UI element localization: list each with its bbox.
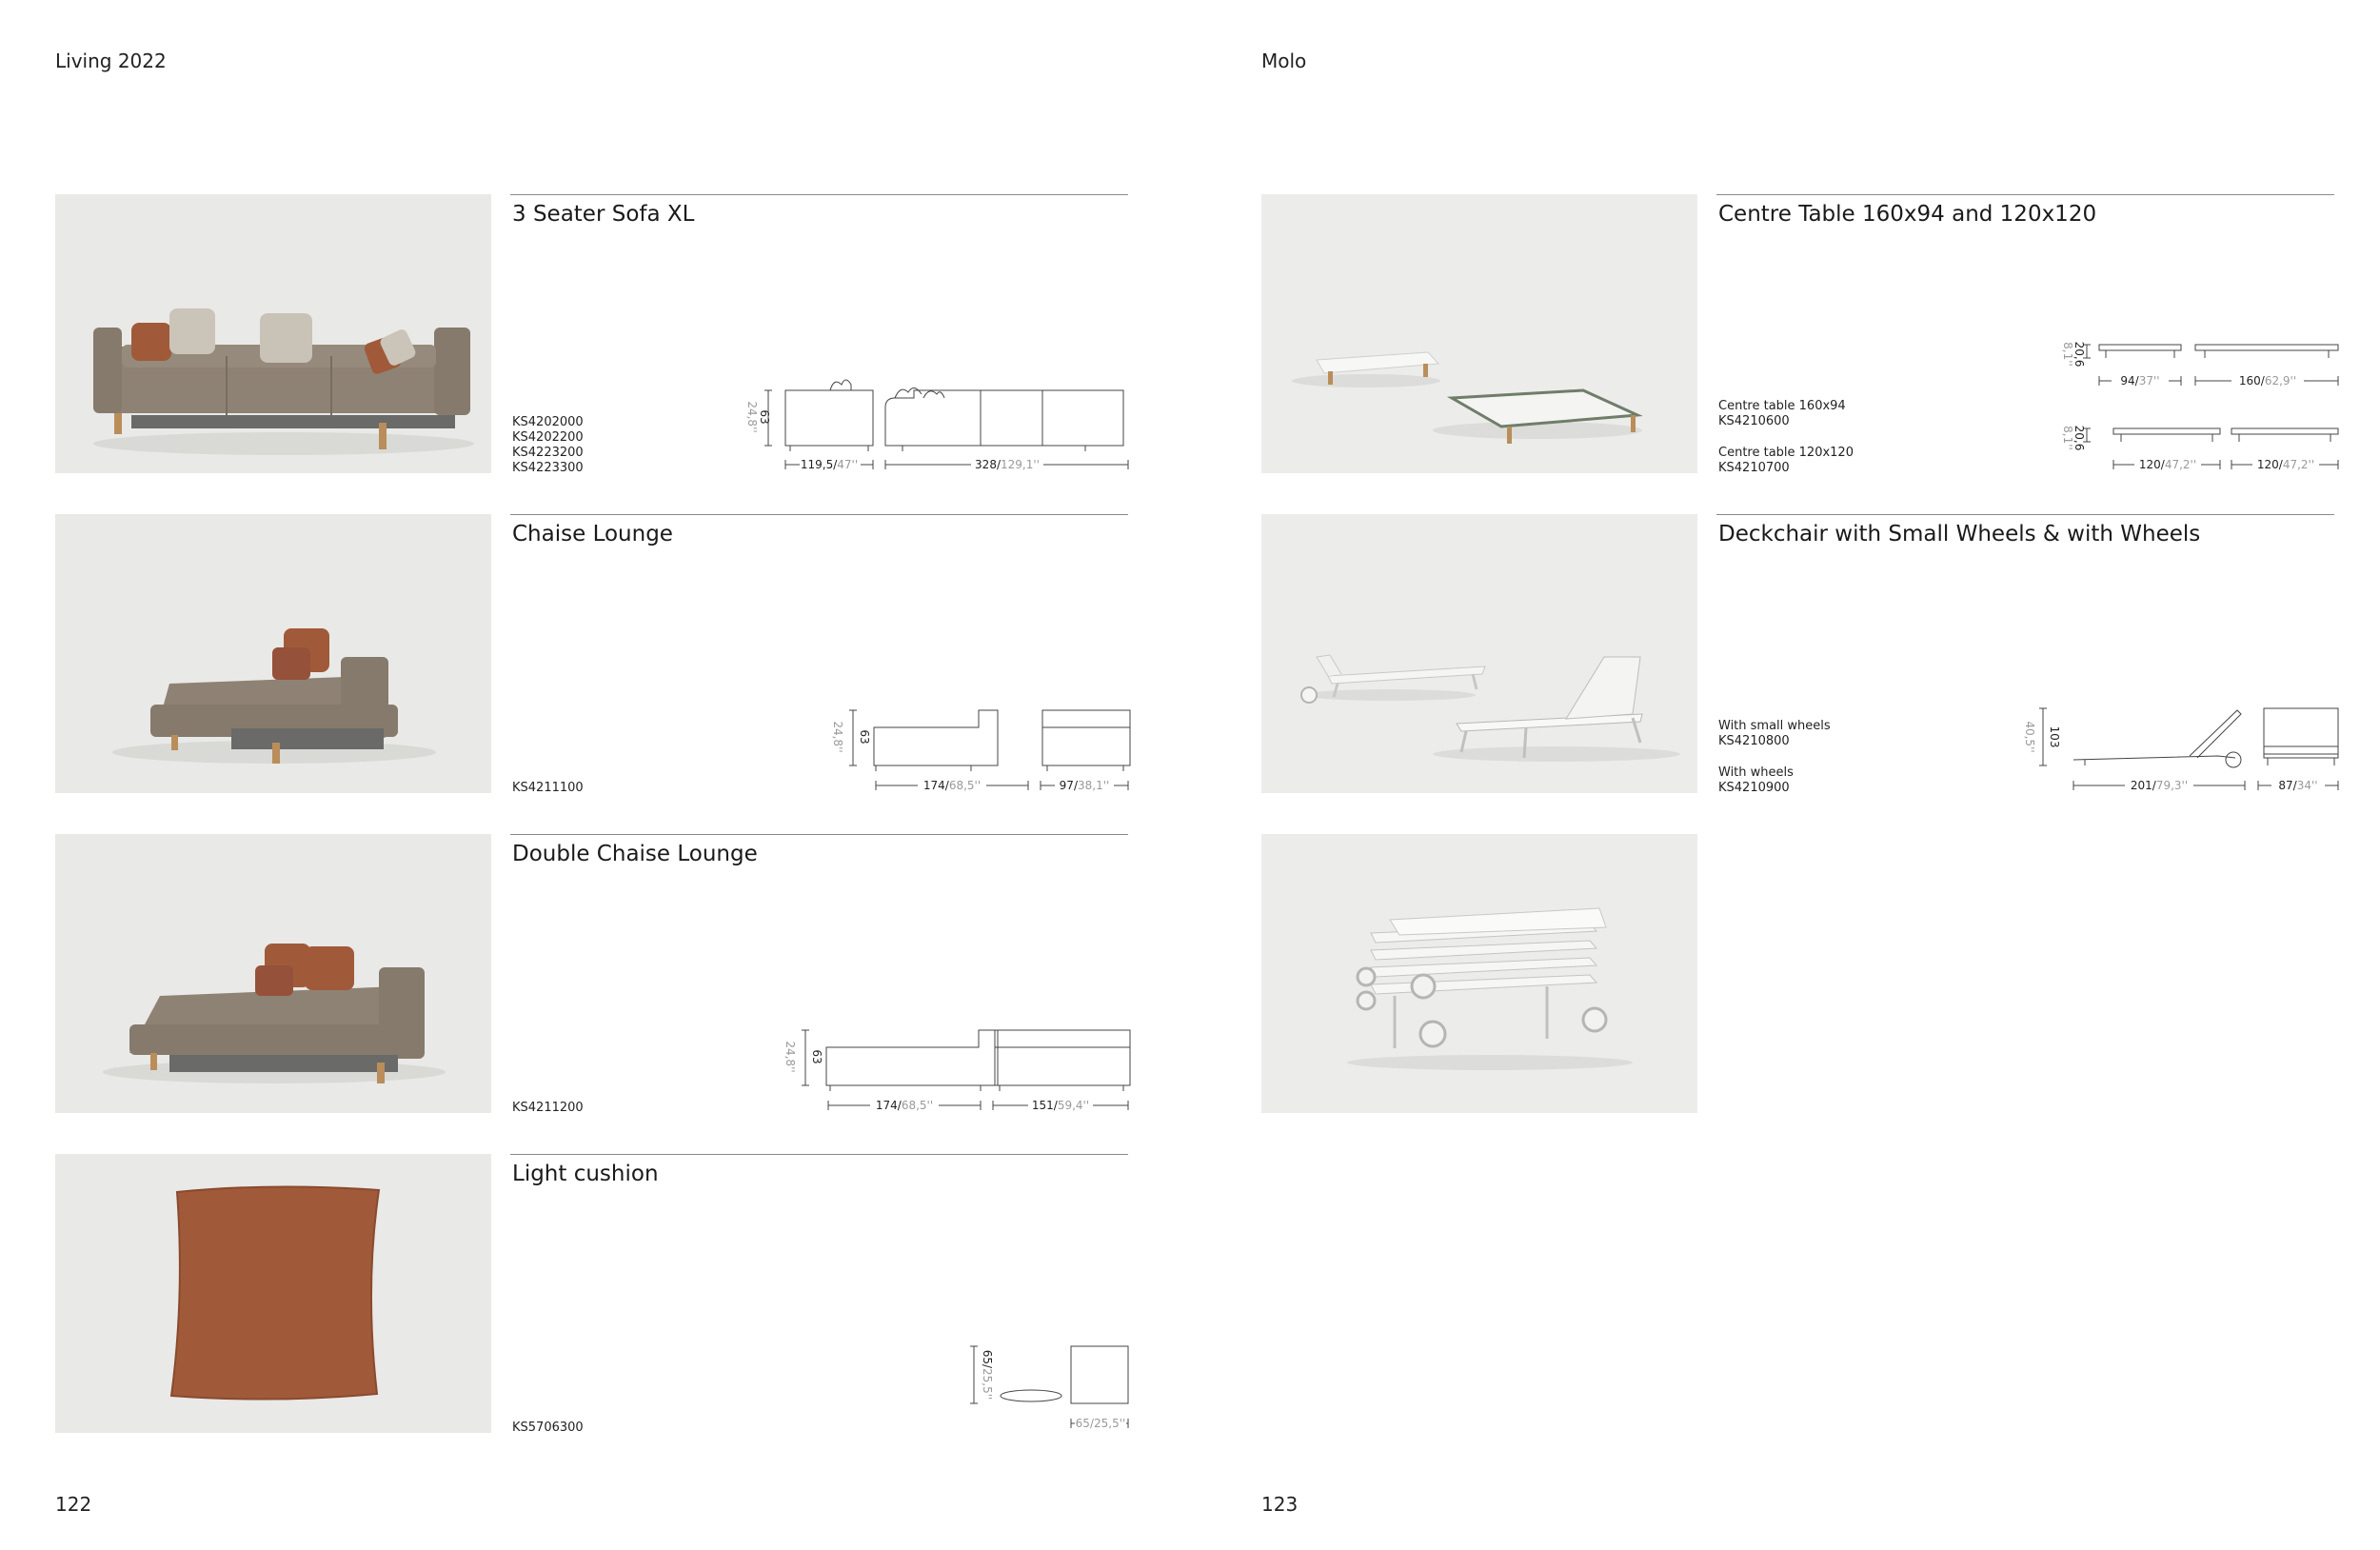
section-rule: [510, 834, 1128, 835]
width-inches: 129,1'': [1001, 458, 1040, 471]
svg-text:63: [858, 729, 871, 744]
depth-inches: 38,1'': [1077, 779, 1110, 792]
page-number-right: 123: [1261, 1493, 1299, 1516]
width-value: 65/: [1075, 1417, 1094, 1430]
svg-text:120/47,2'': [2139, 458, 2196, 471]
width-inches: 68,5'': [901, 1099, 934, 1112]
section-rule: [510, 194, 1128, 195]
width-value: 328/: [975, 458, 1001, 471]
length-value: 201/: [2130, 779, 2156, 792]
double-chaise-technical-drawing: [783, 1024, 1133, 1116]
product-code: KS4202200: [512, 430, 584, 445]
svg-text:328/129,1'': [975, 458, 1040, 471]
variant-label: Centre table 120x120: [1718, 446, 1854, 460]
section-rule: [510, 514, 1128, 515]
product-title-centre-table: Centre Table 160x94 and 120x120: [1718, 202, 2097, 227]
svg-text:65/25,5'': [1076, 1417, 1126, 1430]
product-code: KS5706300: [512, 1421, 584, 1435]
product-code: KS4210700: [1718, 461, 1790, 475]
product-title-double-chaise: Double Chaise Lounge: [512, 842, 758, 866]
svg-text:40,5'': [2023, 721, 2036, 752]
product-code: KS4210900: [1718, 781, 1790, 795]
svg-text:201/79,3'': [2131, 779, 2188, 792]
svg-text:63: [810, 1049, 823, 1063]
depth-value: 151/: [1031, 1099, 1058, 1112]
depth-value: 94/: [2120, 374, 2139, 388]
svg-text:120/47,2'': [2257, 458, 2314, 471]
product-code: KS4210600: [1718, 414, 1790, 428]
product-codes-cushion: [512, 1421, 584, 1436]
variant-label: Centre table 160x94: [1718, 399, 1846, 413]
svg-text:103: [2048, 726, 2061, 748]
product-codes-double-chaise: [512, 1101, 584, 1116]
width-inches: 34'': [2296, 779, 2318, 792]
section-rule: [510, 1154, 1128, 1155]
depth-value: 120/: [2138, 458, 2165, 471]
width-inches: 25,5'': [1093, 1417, 1126, 1430]
product-variant-centre-160: [1718, 399, 1846, 429]
product-codes-sofa: [512, 415, 584, 476]
svg-text:97/38,1'': [1060, 779, 1110, 792]
product-codes-chaise: [512, 781, 584, 796]
product-variant-wheels: [1718, 765, 1794, 796]
depth-inches: 47'': [837, 458, 859, 471]
deckchair-photo: [1261, 514, 1697, 793]
svg-text:24,8'': [745, 401, 759, 432]
width-value: 87/: [2278, 779, 2297, 792]
product-title-deckchair: Deckchair with Small Wheels & with Wheels: [1718, 522, 2201, 546]
depth-inches: 37'': [2138, 374, 2160, 388]
sofa-photo: [55, 194, 491, 473]
height-value: 63: [758, 409, 771, 425]
svg-text:65/25,5'': [981, 1350, 994, 1401]
variant-label: With small wheels: [1718, 719, 1831, 733]
product-variant-small-wheels: [1718, 719, 1831, 749]
svg-text:8,1'': [2061, 342, 2074, 367]
depth-inches: 47,2'': [2164, 458, 2197, 471]
stacked-deckchairs-photo: [1261, 834, 1697, 1113]
svg-text:24,8'': [783, 1041, 797, 1072]
height-value: 20,6: [2073, 425, 2086, 451]
width-inches: 47,2'': [2282, 458, 2315, 471]
product-title-chaise: Chaise Lounge: [512, 522, 673, 546]
width-value: 174/: [875, 1099, 902, 1112]
width-value: 160/: [2238, 374, 2265, 388]
product-code: KS4211200: [512, 1101, 584, 1115]
sofa-technical-drawing: [743, 369, 1133, 476]
width-inches: 62,9'': [2264, 374, 2297, 388]
product-code: KS4211100: [512, 781, 584, 795]
height-value: 63: [858, 729, 871, 745]
svg-text:94/37'': [2120, 374, 2159, 388]
height-inches: 40,5'': [2023, 721, 2036, 753]
product-title-cushion: Light cushion: [512, 1162, 659, 1186]
height-value: 103: [2048, 725, 2061, 748]
svg-text:8,1'': [2061, 426, 2074, 450]
section-rule: [1716, 194, 2334, 195]
page-number-left: 122: [55, 1493, 92, 1516]
catalog-header-left: Living 2022: [55, 50, 167, 72]
section-rule: [1716, 514, 2334, 515]
light-cushion-photo: [55, 1154, 491, 1433]
product-code: KS4223300: [512, 461, 584, 475]
svg-text:174/68,5'': [876, 1099, 933, 1112]
product-code: KS4210800: [1718, 734, 1790, 748]
double-chaise-photo: [55, 834, 491, 1113]
height-value: 65/: [981, 1349, 994, 1368]
svg-text:174/68,5'': [923, 779, 981, 792]
height-value: 63: [810, 1049, 823, 1064]
product-variant-centre-120: [1718, 446, 1854, 476]
height-value: 20,6: [2073, 341, 2086, 368]
svg-text:119,5/47'': [801, 458, 858, 471]
catalog-header-right: Molo: [1261, 50, 1307, 72]
height-inches: 25,5'': [981, 1367, 994, 1401]
centre-table-photo: [1261, 194, 1697, 473]
height-inches: 24,8'': [783, 1041, 797, 1073]
chaise-technical-drawing: [831, 705, 1133, 796]
svg-text:151/59,4'': [1032, 1099, 1089, 1112]
depth-value: 119,5/: [800, 458, 838, 471]
depth-inches: 59,4'': [1057, 1099, 1090, 1112]
svg-text:24,8'': [831, 721, 844, 752]
svg-text:160/62,9'': [2239, 374, 2296, 388]
width-inches: 68,5'': [948, 779, 982, 792]
svg-text:87/34'': [2278, 779, 2317, 792]
width-value: 120/: [2256, 458, 2283, 471]
deckchair-technical-drawing: [2023, 705, 2342, 796]
cushion-technical-drawing: [966, 1342, 1130, 1434]
depth-value: 97/: [1059, 779, 1078, 792]
width-value: 174/: [922, 779, 949, 792]
length-inches: 79,3'': [2155, 779, 2189, 792]
height-inches: 24,8'': [831, 721, 844, 753]
height-inches: 8,1'': [2061, 426, 2074, 450]
height-inches: 8,1'': [2061, 342, 2074, 367]
height-inches: 24,8'': [745, 401, 759, 433]
svg-text:63: [758, 409, 771, 424]
centre-table-technical-drawing: [2047, 333, 2342, 476]
product-title-sofa: 3 Seater Sofa XL: [512, 202, 695, 227]
chaise-lounge-photo: [55, 514, 491, 793]
product-code: KS4202000: [512, 415, 584, 429]
variant-label: With wheels: [1718, 765, 1794, 780]
product-code: KS4223200: [512, 446, 584, 460]
